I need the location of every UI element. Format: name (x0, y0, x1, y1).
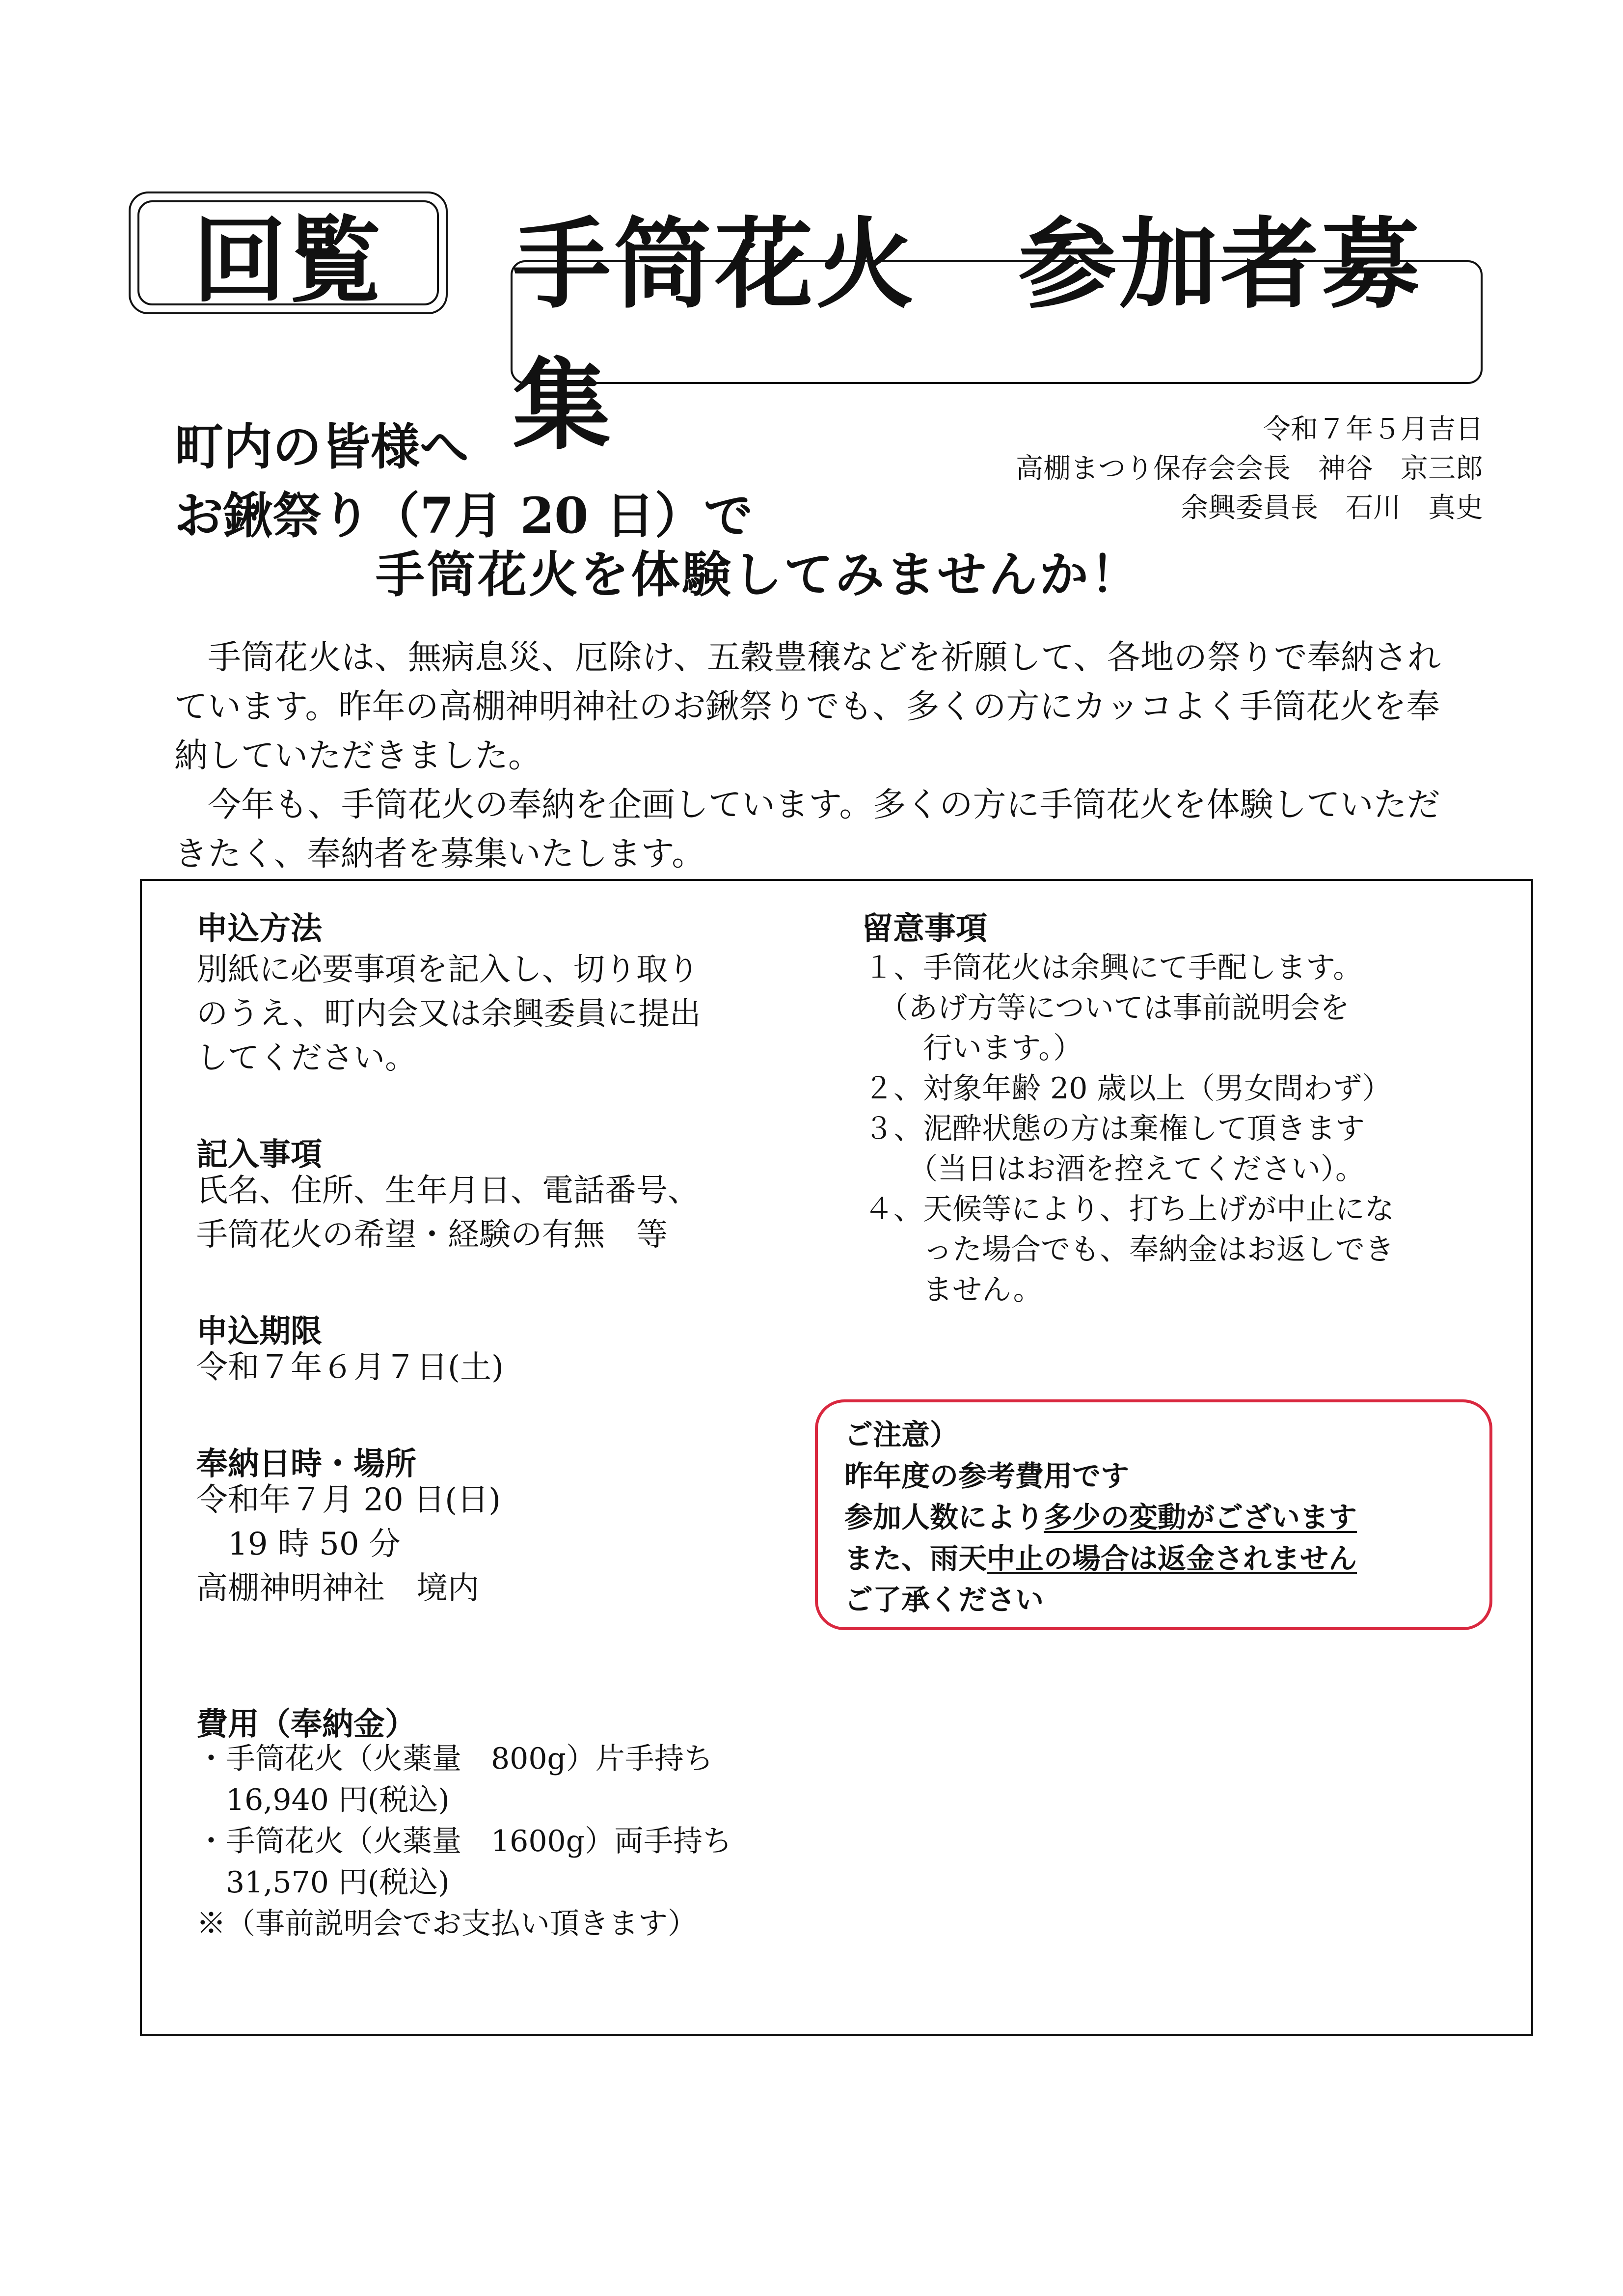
notice-line-3a: また、雨天 (844, 1542, 987, 1575)
notice-line-3 (844, 1538, 1357, 1579)
greeting: 町内の皆様へ (174, 418, 469, 476)
notes-title: 留意事項 (862, 910, 987, 947)
entry-items-body (196, 1169, 699, 1257)
notice-line-2a: 参加人数により (844, 1501, 1044, 1534)
sender-chair: 高棚まつり保存会会長 神谷 京三郎 (1016, 453, 1483, 485)
note-line: ４、天候等により、打ち上げが中止にな (864, 1192, 1394, 1227)
intro-text-1: 手筒花火は、無病息災、厄除け、五穀豊穣などを祈願して、各地の祭りで奉納されています。昨年の高棚神明神社のお鍬祭りでも、多くの方にカッコよく手筒花火を奉納していただきました。 (174, 638, 1441, 775)
entry-items-title: 記入事項 (196, 1136, 322, 1173)
headline: 手筒花火を体験してみませんか！ (376, 546, 1141, 603)
fee-title: 費用（奉納金） (196, 1706, 416, 1743)
notice-line-2 (844, 1497, 1357, 1538)
note-line: ２、対象年齢 20 歳以上（男女問わず） (864, 1071, 1392, 1106)
issue-date: 令和７年５月吉日 (1263, 413, 1483, 445)
deadline-value: 令和７年６月７日(土) (196, 1349, 504, 1386)
note-line: ３、泥酔状態の方は棄権して頂きます (864, 1112, 1365, 1146)
note-line: 行います。） (864, 1031, 1083, 1066)
apply-line: のうえ、町内会又は余興委員に提出 (196, 996, 701, 1032)
dedication-title: 奉納日時・場所 (196, 1446, 416, 1482)
note-line: （あげ方等については事前説明会を (864, 991, 1350, 1025)
notice-line-1: 昨年度の参考費用です (844, 1459, 1130, 1493)
deadline-title: 申込期限 (196, 1313, 322, 1350)
fee-line: 31,570 円(税込) (196, 1865, 450, 1900)
fee-body (196, 1738, 732, 1944)
note-line: ません。 (864, 1273, 1043, 1307)
entry-line: 氏名、住所、生年月日、電話番号、 (196, 1173, 699, 1209)
apply-line: してください。 (196, 1040, 416, 1076)
note-line: った場合でも、奉納金はお返しでき (864, 1232, 1394, 1267)
intro-paragraph-1 (174, 633, 1451, 781)
notes-list (864, 948, 1394, 1310)
dedication-place: 高棚神明神社 境内 (196, 1570, 479, 1607)
entry-line: 手筒花火の希望・経験の有無 等 (196, 1217, 668, 1253)
sender-committee-chair: 余興委員長 石川 真史 (1181, 492, 1483, 524)
fee-line: ・手筒花火（火薬量 800g）片手持ち (196, 1742, 713, 1776)
intro-text-2: 今年も、手筒花火の奉納を企画しています。多くの方に手筒花火を体験していただきたく、奉納者を募集いたします。 (174, 786, 1440, 874)
notice-line-2b: 多少の変動がございます (1044, 1501, 1357, 1534)
note-line: １、手筒花火は余興にて手配します。 (864, 951, 1363, 985)
fee-line: ※（事前説明会でお支払い頂きます） (196, 1907, 697, 1941)
notice-line-4: ご了承ください (844, 1583, 1044, 1616)
fee-line: ・手筒花火（火薬量 1600g）両手持ち (196, 1824, 732, 1859)
dedication-time: 19 時 50 分 (196, 1526, 401, 1562)
dedication-body (196, 1478, 501, 1611)
circulation-stamp-label: 回覧 (137, 200, 439, 305)
intro-paragraph-2 (174, 781, 1451, 879)
notice-line-3b: 中止の場合は返金されません (987, 1542, 1357, 1575)
apply-method-title: 申込方法 (196, 910, 322, 947)
apply-method-body (196, 948, 701, 1080)
page-title: 手筒花火 参加者募集 (511, 260, 1483, 384)
fee-line: 16,940 円(税込) (196, 1783, 450, 1817)
notice-heading: ご注意） (844, 1418, 959, 1451)
circulation-stamp (129, 191, 448, 314)
festival-line: お鍬祭り（7月 20 日）で (174, 487, 753, 545)
dedication-date: 令和年７月 20 日(日) (196, 1482, 501, 1518)
note-line: （当日はお酒を控えてください）。 (864, 1152, 1365, 1186)
apply-line: 別紙に必要事項を記入し、切り取り (196, 952, 699, 988)
notice-body (844, 1414, 1357, 1620)
